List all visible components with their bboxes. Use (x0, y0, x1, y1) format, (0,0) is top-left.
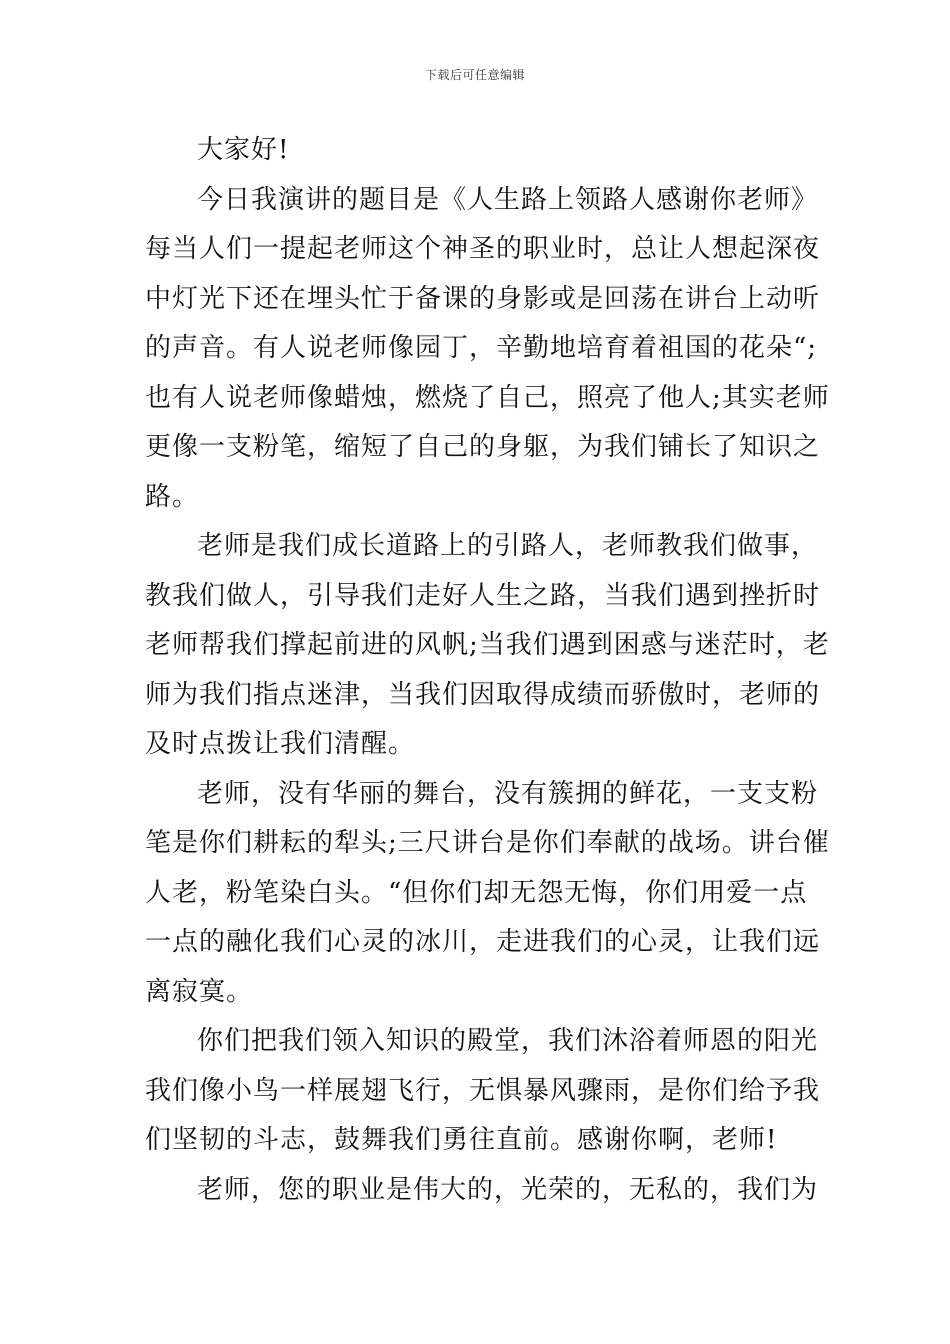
text-line: 老师，没有华丽的舞台，没有簇拥的鲜花，一支支粉 (197, 778, 819, 809)
text-line: 大家好! (197, 135, 290, 165)
text-line: 师为我们指点迷津，当我们因取得成绩而骄傲时，老师的 (145, 679, 821, 710)
page-header: 下载后可任意编辑 (424, 68, 525, 82)
text-line: 中灯光下还在埋头忙于备课的身影或是回荡在讲台上动听 (145, 283, 821, 314)
text-line: 我们像小鸟一样展翅飞行，无惧暴风骤雨，是你们给予我 (145, 1075, 821, 1106)
text-line: 教我们做人，引导我们走好人生之路，当我们遇到挫折时 (145, 580, 821, 611)
text-line: 的声音。有人说老师像园丁，辛勤地培育着祖国的花朵“; (145, 333, 818, 363)
text-line: 离寂寞。 (145, 976, 254, 1007)
text-line: 人老，粉笔染白头。“但你们却无怨无悔，你们用爱一点 (145, 877, 808, 908)
text-line: 你们把我们领入知识的殿堂，我们沐浴着师恩的阳光 (197, 1026, 819, 1056)
text-line: 路。 (145, 481, 200, 512)
text-line: 一点的融化我们心灵的冰川，走进我们的心灵，让我们远 (145, 927, 821, 957)
text-line: 老师帮我们撑起前进的风帆;当我们遇到困惑与迷茫时，老 (145, 630, 830, 660)
text-line: 们坚韧的斗志，鼓舞我们勇往直前。感谢你啊，老师! (145, 1125, 778, 1155)
text-line: 老师，您的职业是伟大的，光荣的，无私的，我们为 (197, 1174, 819, 1205)
text-line: 老师是我们成长道路上的引路人，老师教我们做事， (197, 531, 819, 561)
document-body (145, 126, 830, 1215)
text-line: 及时点拨让我们清醒。 (145, 729, 416, 759)
text-line: 更像一支粉笔，缩短了自己的身躯，为我们铺长了知识之 (145, 432, 821, 462)
text-line: 每当人们一提起老师这个神圣的职业时，总让人想起深夜 (145, 234, 821, 264)
text-line: 也有人说老师像蜡烛，燃烧了自己，照亮了他人;其实老师 (145, 382, 830, 413)
text-line: 笔是你们耕耘的犁头;三尺讲台是你们奉献的战场。讲台催 (145, 828, 830, 858)
text-line: 今日我演讲的题目是《人生路上领路人感谢你老师》 (197, 184, 819, 215)
